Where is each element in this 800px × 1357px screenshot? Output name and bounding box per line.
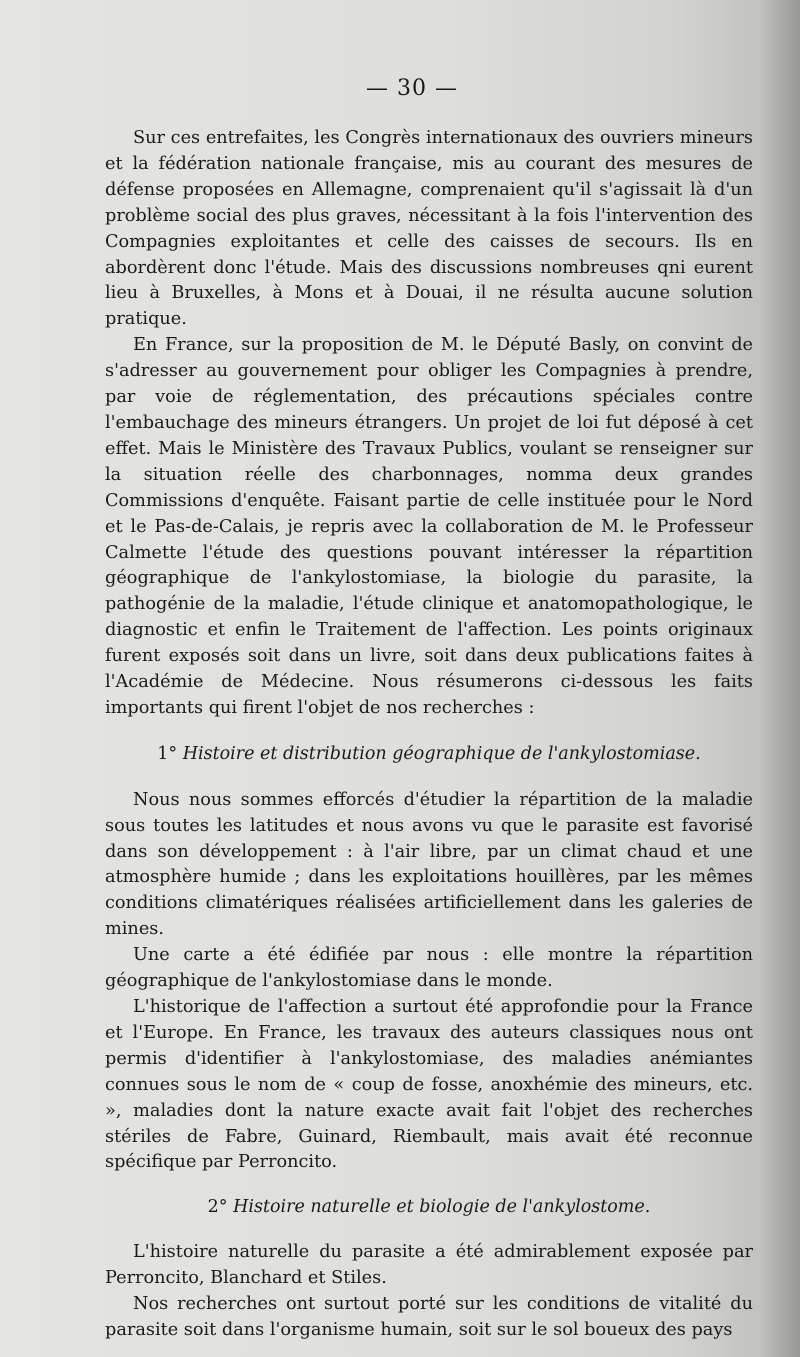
section-title: Histoire et distribution géographique de l'ankylostomiase. bbox=[182, 743, 701, 764]
section-heading bbox=[105, 742, 753, 768]
section-number: 2° bbox=[207, 1197, 228, 1218]
paragraph: Nos recherches ont surtout porté sur les conditions de vitalité du parasite soit dans l'organisme humain, soit sur le sol boueux des pays bbox=[105, 1294, 753, 1340]
paragraph: Nous nous sommes efforcés d'étudier la répartition de la maladie sous toutes les latitudes et nous avons vu que le parasite est favorisé dans son développement : à l'air libre, par un climat chaud et une atmosphère humide ; dans les exploitations houillères, par les mêmes conditions climatériques réalisées artificiellement dans les galeries de mines. bbox=[105, 789, 753, 940]
paragraph: L'histoire naturelle du parasite a été admirablement exposée par Perroncito, Blanchard et Stiles. bbox=[105, 1242, 753, 1289]
section-number: 1° bbox=[157, 743, 178, 764]
paragraph: Une carte a été édifiée par nous : elle montre la répartition géographique de l'ankylostomiase dans le monde. bbox=[105, 945, 753, 992]
page-number: — 30 — bbox=[366, 76, 458, 101]
page-body bbox=[105, 126, 753, 1344]
page-edge-shadow bbox=[760, 0, 800, 1357]
paragraph: Sur ces entrefaites, les Congrès internationaux des ouvriers mineurs et la fédération nationale française, mis au courant des mesures de défense proposées en Allemagne, comprenaient qu'il s'agissait là d'un problème social des plus graves, nécessitant à la fois l'intervention des Compagnies exploitantes et celle des caisses de secours. Ils en abordèrent donc l'étude. Mais des discussions nombreuses qni eurent lieu à Bruxelles, à Mons et à Douai, il ne résulta aucune solution pratique. bbox=[105, 128, 753, 330]
paragraph: En France, sur la proposition de M. le Député Basly, on convint de s'adresser au gouvernement pour obliger les Compagnies à prendre, par voie de réglementation, des précautions spéciales contre l'embauchage des mineurs étrangers. Un projet de loi fut déposé à cet effet. Mais le Ministère des Travaux Publics, voulant se renseigner sur la situation réelle des charbonnages, nomma deux grandes Commissions d'enquête. Faisant partie de celle instituée pour le Nord et le Pas-de-Calais, je repris avec la collaboration de M. le Professeur Calmette l'étude des questions pouvant intéresser la répartition géographique de l'ankylostomiase, la biologie du parasite, la pathogénie de la maladie, l'étude clinique et anatomopathologique, le diagnostic et enfin le Traitement de l'affection. Les points originaux furent exposés soit dans un livre, soit dans deux publications faites à l'Académie de Médecine. Nous résumerons ci-dessous les faits importants qui firent l'objet de nos recherches : bbox=[105, 335, 753, 718]
section-title: Histoire naturelle et biologie de l'ankylostome. bbox=[233, 1197, 651, 1218]
paragraph: L'historique de l'affection a surtout été approfondie pour la France et l'Europe. En France, les travaux des auteurs classiques nous ont permis d'identifier à l'ankylostomiase, des maladies anémiantes connues sous le nom de « coup de fosse, anoxhémie des mineurs, etc. », maladies dont la nature exacte avait fait l'objet des recherches stériles de Fabre, Guinard, Riembault, mais avait été reconnue spécifique par Perroncito. bbox=[105, 997, 753, 1173]
section-heading bbox=[105, 1195, 753, 1221]
